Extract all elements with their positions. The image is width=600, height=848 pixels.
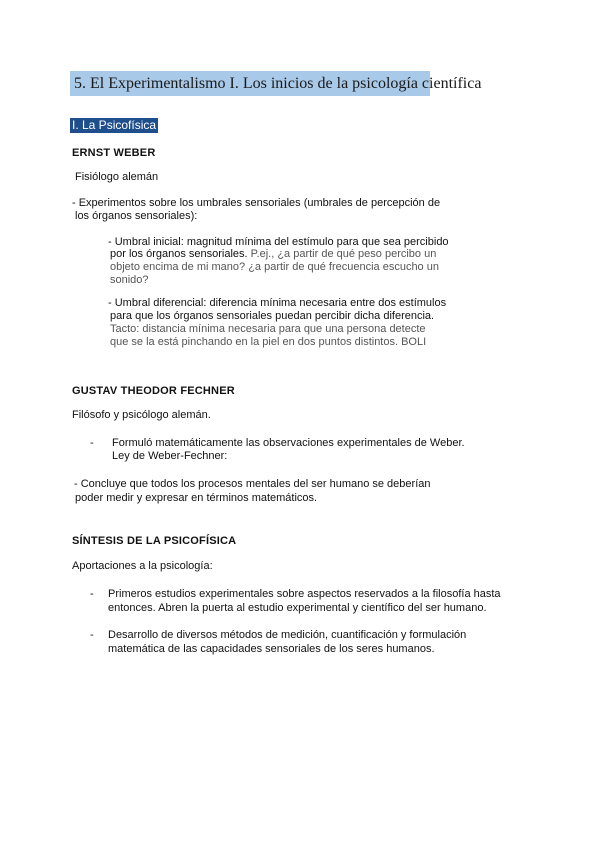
umbral-diferencial-line-4: que se la está pinchando en la piel en dos puntos distintos. BOLI [110,336,427,348]
fechner-role: Filósofo y psicólogo alemán. [72,409,211,421]
sintesis-bullet-1-line-1: Primeros estudios experimentales sobre aspectos reservados a la filosofía hasta [108,588,501,600]
fechner-conclusion-line-2: poder medir y expresar en términos matemáticos. [75,492,318,504]
sintesis-heading: SÍNTESIS DE LA PSICOFÍSICA [72,535,237,547]
weber-intro-line-2: los órganos sensoriales): [75,210,198,222]
fechner-heading: GUSTAV THEODOR FECHNER [72,385,235,397]
umbral-inicial-line-1: - Umbral inicial: magnitud mínima del estímulo para que sea percibido [108,236,449,248]
sintesis-bullet-2-dash: - [90,629,94,641]
sintesis-intro: Aportaciones a la psicología: [72,560,213,572]
umbral-diferencial-line-2: para que los órganos sensoriales puedan percibir dicha diferencia. [110,310,435,322]
umbral-inicial-line-2 [110,248,436,262]
umbral-diferencial-line-3: Tacto: distancia mínima necesaria para que una persona detecte [110,323,426,335]
fechner-conclusion-line-1: - Concluye que todos los procesos mentales del ser humano se deberían [74,478,431,490]
weber-intro-line-1: - Experimentos sobre los umbrales sensoriales (umbrales de percepción de [72,197,441,209]
section-title: 5. El Experimentalismo I. Los inicios de la psicología científica [70,71,430,96]
umbral-inicial-line-3: objeto encima de mi mano? ¿a partir de qué frecuencia escucho un [110,261,439,273]
umbral-inicial-def-end: por los órganos sensoriales. [110,248,248,260]
sintesis-bullet-2-line-2: matemática de las capacidades sensoriales de los seres humanos. [108,643,435,655]
sintesis-bullet-2-line-1: Desarrollo de diversos métodos de medición, cuantificación y formulación [108,629,467,641]
umbral-inicial-line-4: sonido? [110,274,149,286]
sintesis-bullet-1-line-2: entonces. Abren la puerta al estudio experimental y científico del ser humano. [108,602,487,614]
weber-heading: ERNST WEBER [72,147,156,159]
umbral-diferencial-line-1: - Umbral diferencial: diferencia mínima necesaria entre dos estímulos [108,297,447,309]
umbral-inicial-example: P.ej., ¿a partir de qué peso percibo un [247,248,437,260]
weber-role: Fisiólogo alemán [75,171,159,183]
subsection-heading: I. La Psicofísica [72,118,157,132]
sintesis-bullet-1-dash: - [90,588,94,600]
fechner-bullet-dash: - [90,437,94,449]
fechner-bullet-line-1: Formuló matemáticamente las observaciones experimentales de Weber. [112,437,465,449]
fechner-bullet-line-2: Ley de Weber-Fechner: [112,450,228,462]
